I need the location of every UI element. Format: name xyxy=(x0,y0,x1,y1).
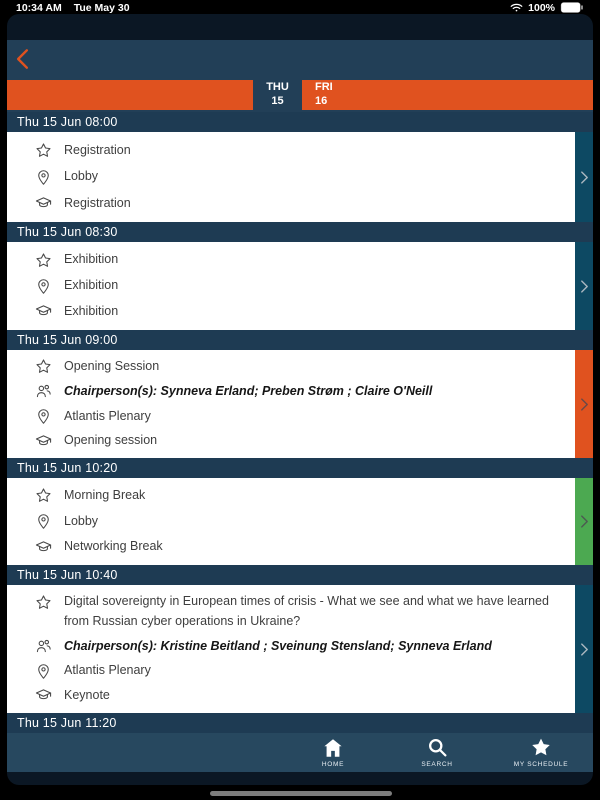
session-title-row xyxy=(35,592,567,631)
app-window xyxy=(7,14,593,785)
bottom-nav-bar xyxy=(7,733,593,772)
chevron-left-icon xyxy=(16,48,29,70)
nav-label: SEARCH xyxy=(421,761,453,768)
card-accent-strip[interactable] xyxy=(575,242,593,330)
nav-item-my-schedule[interactable] xyxy=(489,737,593,768)
tab-day-thu-selected[interactable] xyxy=(253,78,302,112)
session-card[interactable] xyxy=(7,478,593,565)
chevron-right-icon xyxy=(580,514,589,529)
tab-day-label: FRI xyxy=(315,81,333,94)
session-location: Exhibition xyxy=(64,278,119,293)
star-icon xyxy=(35,487,52,504)
status-time: 10:34 AM xyxy=(16,1,62,14)
session-title: Opening Session xyxy=(64,359,160,374)
session-track: Exhibition xyxy=(64,304,119,319)
time-slot-header: Thu 15 Jun 10:20 xyxy=(7,458,593,478)
session-title: Exhibition xyxy=(64,252,119,267)
session-card[interactable] xyxy=(7,585,593,713)
session-title-row xyxy=(35,357,567,376)
chevron-right-icon xyxy=(580,397,589,412)
card-accent-strip[interactable] xyxy=(575,478,593,565)
battery-percent: 100% xyxy=(528,1,555,14)
window-bottom-chrome xyxy=(7,772,593,785)
card-accent-strip[interactable] xyxy=(575,132,593,222)
graduation-cap-icon xyxy=(35,303,52,320)
session-track: Registration xyxy=(64,195,131,210)
tab-date-label: 16 xyxy=(315,95,328,107)
session-card[interactable] xyxy=(7,350,593,458)
session-track-row xyxy=(35,302,567,321)
location-pin-icon xyxy=(35,408,52,425)
session-title-row xyxy=(35,141,567,160)
time-slot-header: Thu 15 Jun 09:00 xyxy=(7,330,593,350)
star-icon xyxy=(35,252,52,269)
tab-day-fri[interactable] xyxy=(302,80,593,110)
location-pin-icon xyxy=(35,513,52,530)
session-title: Digital sovereignty in European times of crisis - What we see and what we have learned from Russian cyber operations in Ukraine? xyxy=(64,594,549,628)
status-bar xyxy=(0,0,600,15)
session-track: Keynote xyxy=(64,688,110,703)
time-slot-header: Thu 15 Jun 11:20 xyxy=(7,713,593,733)
tab-day-label: THU xyxy=(266,81,289,94)
schedule-list xyxy=(7,112,593,733)
graduation-cap-icon xyxy=(35,195,52,212)
star-icon xyxy=(35,142,52,159)
card-accent-strip[interactable] xyxy=(575,350,593,458)
session-location: Atlantis Plenary xyxy=(64,408,151,423)
card-accent-strip[interactable] xyxy=(575,585,593,713)
day-tab-bar xyxy=(7,78,593,112)
session-location-row xyxy=(35,167,567,186)
session-card[interactable] xyxy=(7,132,593,222)
star-icon xyxy=(35,358,52,375)
session-chairpersons: Chairperson(s): Kristine Beitland ; Sveinung Stensland; Synneva Erland xyxy=(64,638,492,653)
location-pin-icon xyxy=(35,278,52,295)
location-pin-icon xyxy=(35,663,52,680)
session-track-row xyxy=(35,431,567,450)
graduation-cap-icon xyxy=(35,539,52,556)
home-icon xyxy=(322,738,344,758)
session-track-row xyxy=(35,194,567,213)
window-top-chrome xyxy=(7,14,593,40)
star-filled-icon xyxy=(530,737,552,758)
session-location-row xyxy=(35,276,567,295)
session-title: Registration xyxy=(64,142,131,157)
session-chairpersons: Chairperson(s): Synneva Erland; Preben Strøm ; Claire O'Neill xyxy=(64,383,433,398)
location-pin-icon xyxy=(35,169,52,186)
wifi-icon xyxy=(510,2,523,13)
app-header xyxy=(7,40,593,78)
session-location: Lobby xyxy=(64,513,99,528)
session-track-row xyxy=(35,686,567,705)
chevron-right-icon xyxy=(580,642,589,657)
time-slot-header: Thu 15 Jun 10:40 xyxy=(7,565,593,585)
graduation-cap-icon xyxy=(35,687,52,704)
session-title-row xyxy=(35,250,567,269)
session-location: Lobby xyxy=(64,169,99,184)
nav-label: HOME xyxy=(321,760,345,768)
chevron-right-icon xyxy=(580,170,589,185)
time-slot-header: Thu 15 Jun 08:30 xyxy=(7,222,593,242)
people-icon xyxy=(35,638,52,655)
back-button[interactable] xyxy=(16,45,42,73)
nav-item-home[interactable] xyxy=(281,738,385,768)
session-track: Opening session xyxy=(64,433,158,448)
session-location-row xyxy=(35,661,567,680)
session-title-row xyxy=(35,486,567,505)
session-location-row xyxy=(35,407,567,426)
search-icon xyxy=(427,737,448,758)
chevron-right-icon xyxy=(580,279,589,294)
tab-date-label: 15 xyxy=(271,95,284,107)
graduation-cap-icon xyxy=(35,433,52,450)
status-date: Tue May 30 xyxy=(73,1,130,14)
session-chairpersons-row xyxy=(35,382,567,401)
nav-item-search[interactable] xyxy=(385,737,489,768)
star-icon xyxy=(35,594,52,611)
nav-label: MY SCHEDULE xyxy=(513,761,569,768)
session-track: Networking Break xyxy=(64,539,163,554)
battery-icon xyxy=(560,2,584,13)
session-chairpersons-row xyxy=(35,637,567,656)
people-icon xyxy=(35,383,52,400)
session-card[interactable] xyxy=(7,242,593,330)
session-track-row xyxy=(35,537,567,556)
session-location-row xyxy=(35,512,567,531)
tab-day-prev[interactable] xyxy=(7,80,253,110)
session-location: Atlantis Plenary xyxy=(64,663,151,678)
time-slot-header: Thu 15 Jun 08:00 xyxy=(7,112,593,132)
home-indicator[interactable] xyxy=(210,791,392,796)
session-title: Morning Break xyxy=(64,488,146,503)
